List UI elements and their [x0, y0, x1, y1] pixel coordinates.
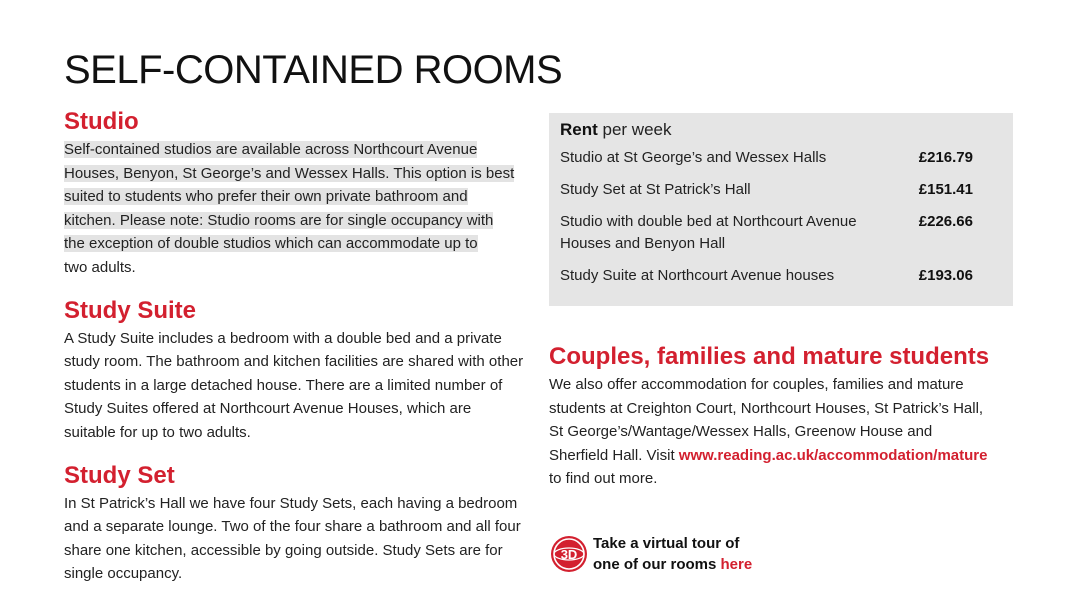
tour-text: [593, 533, 752, 575]
right-column: [549, 113, 1013, 491]
rent-table: [549, 113, 1013, 306]
rent-row-label: Study Suite at Northcourt Avenue houses: [560, 267, 835, 284]
page-title: SELF-CONTAINED ROOMS: [64, 48, 563, 92]
rent-row-label: Studio at St George’s and Wessex Halls: [560, 149, 827, 166]
tour-here-link[interactable]: here: [720, 556, 753, 573]
rent-header-bold: Rent: [560, 120, 598, 139]
rent-row-label: Studio with double bed at Northcourt Avenue Houses and Benyon Hall: [560, 213, 857, 252]
rent-row: [560, 179, 1002, 201]
rent-row-label: Study Set at St Patrick’s Hall: [560, 181, 751, 198]
study-set-description: In St Patrick’s Hall we have four Study Sets, each having a bedroom and a separate lounge. Two of the four share a bathroom and all four share one kitchen, accessible by going outside. Study Sets are for single occupancy.: [64, 494, 521, 583]
rent-row-price: £226.66: [918, 213, 973, 230]
studio-line: two adults.: [64, 258, 136, 276]
studio-heading: Studio: [64, 108, 139, 135]
couples-heading: Couples, families and mature students: [549, 343, 990, 370]
studio-line: Houses, Benyon, St George’s and Wessex Halls. This option is best: [64, 164, 515, 182]
rent-row-price: £193.06: [918, 267, 973, 284]
rent-row: [560, 211, 1002, 255]
studio-line: suited to students who prefer their own private bathroom and: [64, 188, 468, 206]
rent-row-price: £216.79: [918, 149, 973, 166]
couples-text: We also offer accommodation for couples, families and mature students at Creighton Court, Northcourt Houses, St Patrick’s Hall, St George’s/Wantage/Wessex Halls, Greenow House and Sherfield Hall. Visit: [549, 376, 984, 464]
studio-line: kitchen. Please note: Studio rooms are for single occupancy with: [64, 211, 494, 229]
couples-text-end: to find out more.: [549, 470, 658, 488]
rent-table-header: [560, 119, 1002, 141]
studio-line: Self-contained studios are available across Northcourt Avenue: [64, 141, 478, 158]
left-column: [64, 106, 534, 586]
study-set-heading: Study Set: [64, 461, 175, 489]
study-suite-heading: Study Suite: [64, 296, 197, 324]
studio-description: [64, 138, 534, 280]
rent-row: [560, 265, 1002, 287]
studio-line: the exception of double studios which can accommodate up to: [64, 235, 478, 253]
virtual-tour-callout: [551, 533, 752, 575]
couples-section: [549, 341, 1013, 491]
rent-row-price: £151.41: [918, 181, 973, 198]
rent-header-rest: per week: [597, 120, 672, 139]
study-suite-description: A Study Suite includes a bedroom with a double bed and a private study room. The bathroom and kitchen facilities are shared with other students in a large detached house. There are a limited number of Study Suites offered at Northcourt Avenue Houses, which are suitable for up to two adults.: [64, 329, 524, 441]
accommodation-link[interactable]: www.reading.ac.uk/accommodation/mature: [678, 446, 988, 464]
3d-icon-label: 3D: [560, 547, 578, 562]
3d-globe-icon: [551, 536, 587, 572]
rent-row: [560, 147, 1002, 169]
tour-line-2: one of our rooms: [593, 556, 721, 573]
couples-description: [549, 373, 989, 491]
tour-line-1: Take a virtual tour of: [593, 535, 740, 552]
